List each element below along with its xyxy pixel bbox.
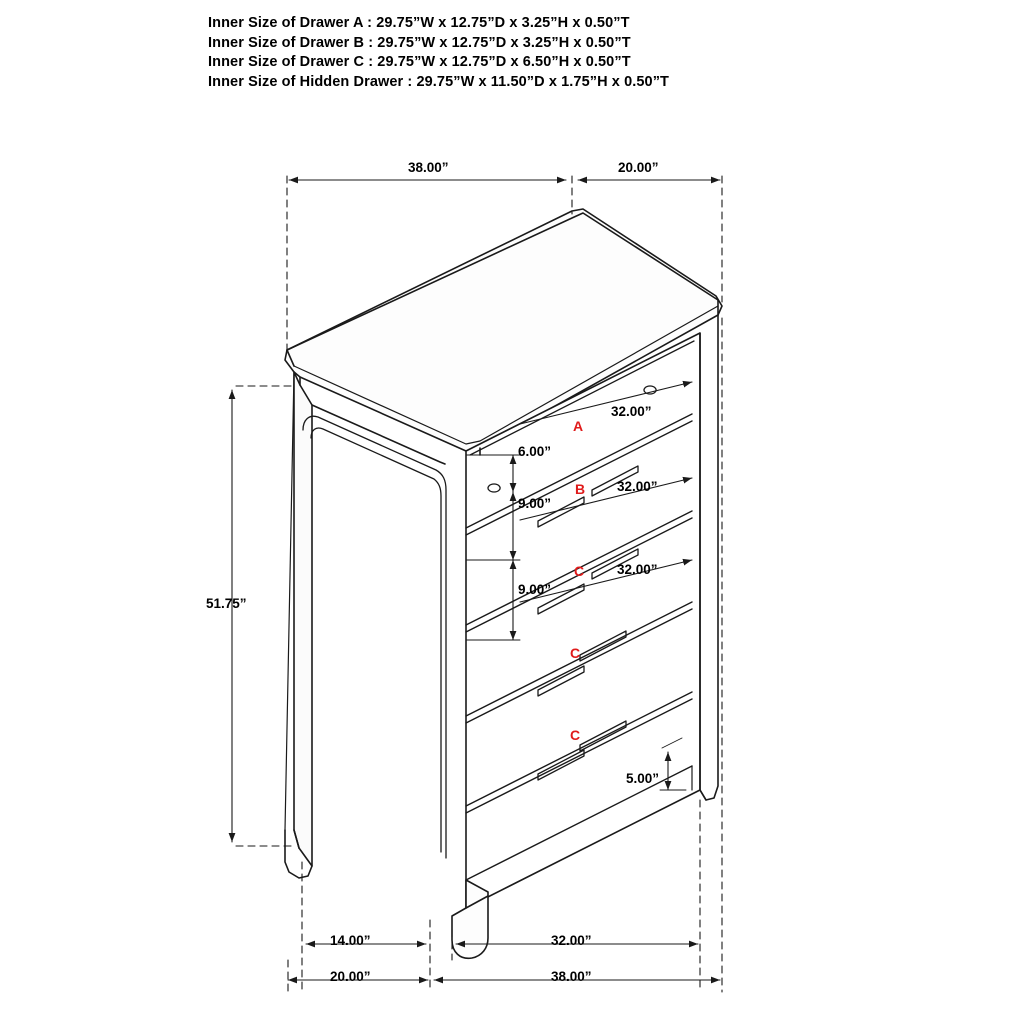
dim-label-drawer-b-width: 32.00” (617, 479, 658, 494)
dim-label-leg-height: 5.00” (626, 771, 660, 786)
side-panel-inner-frame (303, 416, 446, 858)
dim-label-gap-c: 9.00” (518, 582, 552, 597)
dim-label-base-front-outer: 38.00” (551, 969, 592, 984)
dim-label-drawer-a-width: 32.00” (611, 404, 652, 419)
drawer-letter-c1: C (574, 563, 585, 579)
drawer-letter-a: A (573, 418, 584, 434)
front-leg (452, 880, 488, 958)
dim-label-base-front-inner: 32.00” (551, 933, 592, 948)
spec-line-drawer-c: Inner Size of Drawer C : 29.75”W x 12.75”D x 6.50”H x 0.50”T (208, 54, 631, 70)
spec-line-drawer-a: Inner Size of Drawer A : 29.75”W x 12.75”D x 3.25”H x 0.50”T (208, 15, 630, 31)
height-dimension-line (232, 386, 292, 846)
drawer-letter-c2: C (570, 645, 581, 661)
dim-label-overall-height: 51.75” (206, 596, 247, 611)
dim-label-top-width-front: 38.00” (408, 160, 449, 175)
dim-label-base-side-inner: 14.00” (330, 933, 371, 948)
spec-line-drawer-b: Inner Size of Drawer B : 29.75”W x 12.75”D x 3.25”H x 0.50”T (208, 34, 631, 51)
dim-label-top-width-side: 20.00” (618, 160, 659, 175)
dim-label-gap-top: 6.00” (518, 444, 552, 459)
dim-label-drawer-c-width: 32.00” (617, 562, 658, 577)
drawer-letter-c3: C (570, 727, 581, 743)
dim-label-gap-b: 9.00” (518, 496, 552, 511)
spec-line-hidden-drawer: Inner Size of Hidden Drawer : 29.75”W x 11.50”D x 1.75”H x 0.50”T (208, 73, 670, 90)
dim-label-base-side-outer: 20.00” (330, 969, 371, 984)
drawer-letter-b: B (575, 481, 586, 497)
front-right-post (700, 315, 718, 800)
